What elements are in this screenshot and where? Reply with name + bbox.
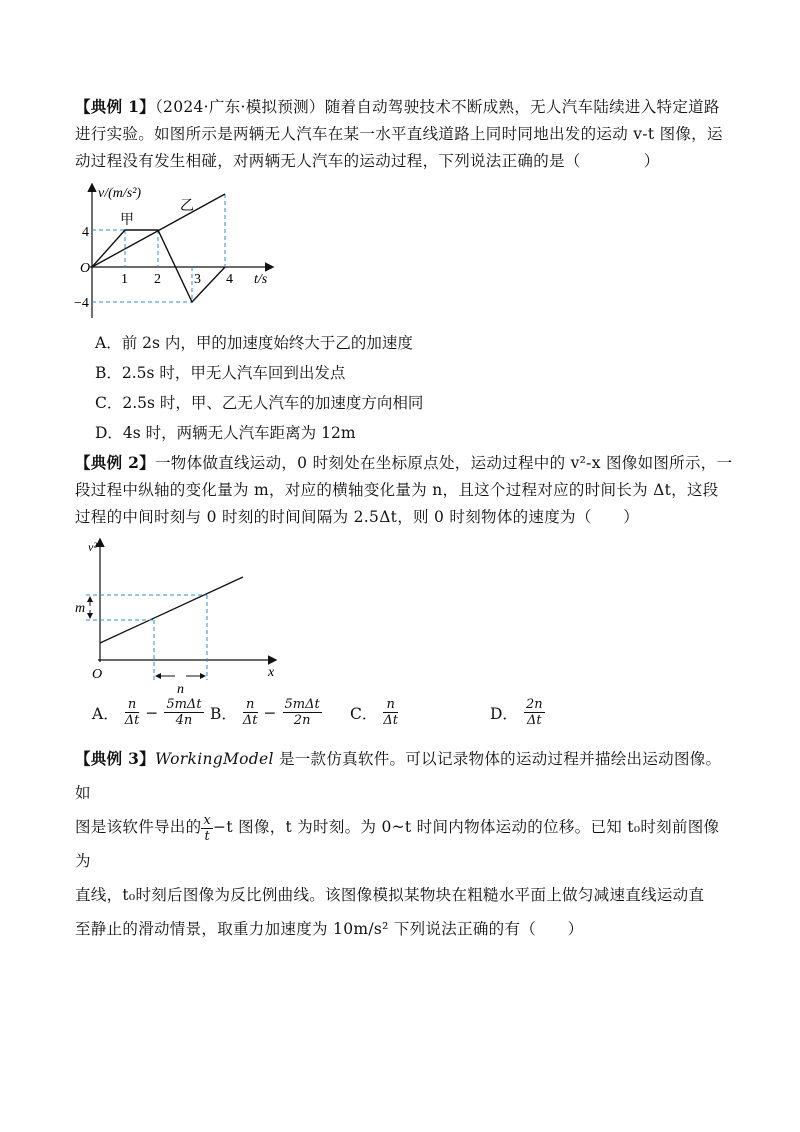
v2x-graph — [0, 535, 800, 695]
v2x-y-label: v² — [88, 540, 97, 554]
example-1-option-d: D．4s 时，两辆无人汽车距离为 12m — [95, 424, 356, 442]
vt-origin: O — [80, 261, 91, 276]
option-a-frac1: $\frac{n}{\Delta t}$ — [124, 697, 140, 728]
vt-xtick-3: 3 — [194, 272, 201, 287]
option-c-label: C． — [350, 704, 378, 723]
vt-label-yi: 乙 — [180, 199, 194, 214]
vt-x-label: t/s — [254, 272, 268, 287]
example-3-software-name: WorkingModel — [154, 750, 274, 768]
vt-label-jia: 甲 — [120, 213, 134, 228]
vt-xtick-1: 1 — [121, 272, 128, 287]
example-1-option-a: A．前 2s 内，甲的加速度始终大于乙的加速度 — [95, 334, 413, 352]
example-2-option-d — [490, 697, 545, 728]
example-3-xt-frac: $\frac{x}{t}$ — [203, 812, 212, 844]
example-1-line3: 动过程没有发生相碰，对两辆无人汽车的运动过程，下列说法正确的是（ ） — [75, 152, 660, 170]
example-2-option-a — [92, 697, 204, 728]
vt-xtick-4: 4 — [226, 272, 233, 287]
example-2-option-b — [210, 697, 322, 728]
v2x-m-label: m — [75, 601, 86, 616]
example-2-line3: 过程的中间时刻与 0 时刻的时间间隔为 2.5Δt，则 0 时刻物体的速度为（ ） — [75, 508, 640, 526]
vt-ytick-neg4: −4 — [74, 296, 89, 311]
example-1-line1: （2024·广东·模拟预测）随着自动驾驶技术不断成熟，无人汽车陆续进入特定道路 — [154, 98, 720, 116]
example-3-line3: 直线，t₀时刻后图像为反比例曲线。该图像模拟某物块在粗糙水平面上做匀减速直线运动直 — [75, 886, 705, 904]
example-3-line4: 至静止的滑动情景，取重力加速度为 10m/s² 下列说法正确的有（ ） — [75, 920, 584, 938]
option-b-frac2: $\frac{\text{5mΔt}}{2n}$ — [284, 697, 320, 728]
example-2-line1: 一物体做直线运动，0 时刻处在坐标原点处，运动过程中的 v²-x 图像如图所示，一 — [154, 454, 733, 472]
example-3-line2a: 图是该软件导出的 — [75, 818, 202, 836]
example-1-option-b: B．2.5s 时，甲无人汽车回到出发点 — [95, 364, 346, 382]
option-b-label: B． — [210, 704, 237, 723]
vt-ytick-4: 4 — [82, 225, 89, 240]
option-a-minus: − — [145, 703, 159, 722]
v2x-n-label: n — [177, 682, 184, 695]
example-2-option-c — [350, 697, 398, 728]
example-1-text — [75, 93, 735, 175]
example-2-tag: 【典例 2】 — [75, 453, 155, 472]
option-b-minus: − — [263, 703, 277, 722]
example-1-line2: 进行实验。如图所示是两辆无人汽车在某一水平直线道路上同时同地出发的运动 v-t 图像，运 — [75, 125, 723, 143]
option-a-label: A． — [92, 704, 119, 723]
option-b-frac1: $\frac{n}{\Delta t}$ — [242, 697, 258, 728]
option-a-frac2: $\frac{\text{5mΔt}}{4n}$ — [166, 697, 202, 728]
option-c-frac: $\frac{n}{\Delta t}$ — [383, 697, 398, 728]
option-d-label: D． — [490, 704, 518, 723]
example-3-line1: 是一款仿真软件。可以记录物体的运动过程并描绘出运动图像。如 — [75, 750, 722, 802]
example-2-line2: 段过程中纵轴的变化量为 m，对应的横轴变化量为 n，且这个过程对应的时间长为 Δt，这段 — [75, 481, 719, 499]
example-3-tag: 【典例 3】 — [75, 749, 155, 768]
example-2-text — [75, 449, 735, 531]
option-d-frac: $\frac{2n}{\Delta t}$ — [525, 697, 543, 728]
example-3-line2b: −t 图像，t 为时刻。为 0~t 时间内物体运动的位移。已知 t₀时刻前图像为 — [75, 818, 720, 870]
v2x-x-label: x — [268, 665, 275, 680]
vt-y-label: v/(m/s²) — [98, 186, 142, 201]
v2x-origin: O — [92, 667, 103, 682]
vt-xtick-2: 2 — [154, 272, 161, 287]
example-3-text — [75, 742, 735, 946]
example-1-tag: 【典例 1】 — [75, 97, 155, 116]
example-1-option-c: C．2.5s 时，甲、乙无人汽车的加速度方向相同 — [95, 394, 424, 412]
